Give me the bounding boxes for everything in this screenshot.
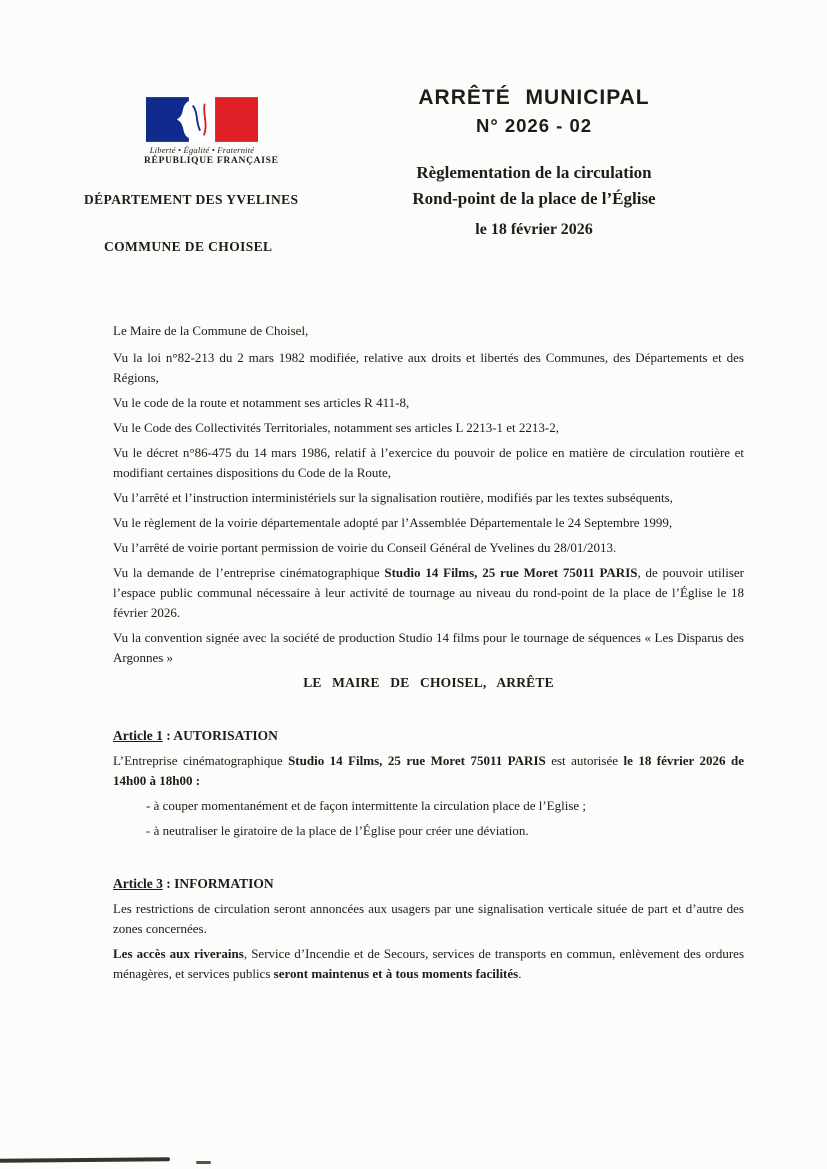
subject-line-1: Règlementation de la circulation [416, 163, 652, 182]
decree-heading: LE MAIRE DE CHOISEL, ARRÊTE [303, 675, 554, 690]
article-1-bullet-1: - à couper momentanément et de façon intermittente la circulation place de l’Eglise ; [146, 798, 587, 813]
scan-artifact-line [0, 1157, 170, 1163]
vu-paragraph-5: Vu l’arrêté et l’instruction interministériels sur la signalisation routière, modifiés par les textes subséquents, [113, 490, 673, 505]
subject-line-2: Rond-point de la place de l’Église [412, 189, 656, 208]
article-1 [113, 726, 744, 841]
document-subject [318, 160, 750, 212]
vu-paragraph-3: Vu le Code des Collectivités Territoriales, notamment ses articles L 2213-1 et 2213-2, [113, 420, 559, 435]
article-3-paragraph-2: Les accès aux riverains, Service d’Incendie et de Secours, services de transports en commun, enlèvement des ordures ménagères, et services publics seront maintenus et à tous moments facilités. [113, 946, 745, 981]
republic-motto: Liberté • Égalité • Fraternité [149, 145, 255, 155]
document-title: ARRÊTÉ MUNICIPAL [418, 86, 650, 109]
vu-paragraph-8: Vu la demande de l’entreprise cinématographique Studio 14 Films, 25 rue Moret 75011 PARIS, de pouvoir utiliser l’espace public communal nécessaire à leur activité de tournage au niveau du rond-point de la place de l’Église le 18 février 2026. [113, 565, 745, 620]
vu-paragraph-1: Vu la loi n°82-213 du 2 mars 1982 modifiée, relative aux droits et libertés des Communes, des Départements et des Régions, [113, 350, 744, 385]
republic-name: RÉPUBLIQUE FRANÇAISE [144, 156, 279, 166]
article-1-heading: Article 1 : AUTORISATION [113, 728, 278, 743]
vu-paragraph-6: Vu le règlement de la voirie départementale adopté par l’Assemblée Départementale le 24 Septembre 1999, [113, 515, 673, 530]
document-date: le 18 février 2026 [475, 221, 593, 238]
intro-line: Le Maire de la Commune de Choisel, [113, 323, 309, 338]
article-3 [113, 874, 744, 984]
document-number: N° 2026 - 02 [475, 115, 593, 136]
commune-label: COMMUNE DE CHOISEL [104, 239, 273, 254]
vu-paragraph-4: Vu le décret n°86-475 du 14 mars 1986, relatif à l’exercice du pouvoir de police en matière de circulation routière et modifiant certaines dispositions du Code de la Route, [113, 445, 744, 480]
french-flag-icon [146, 97, 258, 142]
article-1-bullet-2: - à neutraliser le giratoire de la place de l’Église pour créer une déviation. [146, 823, 529, 838]
vu-paragraph-7: Vu l’arrêté de voirie portant permission de voirie du Conseil Général de Yvelines du 28/01/2013. [113, 540, 617, 555]
department-label: DÉPARTEMENT DES YVELINES [84, 192, 299, 207]
republique-francaise-logo [144, 97, 279, 166]
document-body [113, 321, 744, 989]
title-block [318, 86, 750, 239]
article-3-paragraph-1: Les restrictions de circulation seront annoncées aux usagers par une signalisation verticale située de part et d’autre des zones concernées. [113, 901, 744, 936]
article-3-heading: Article 3 : INFORMATION [113, 876, 274, 891]
vu-paragraph-2: Vu le code de la route et notamment ses articles R 411-8, [113, 395, 410, 410]
scan-artifact-dot [196, 1161, 211, 1164]
vu-paragraph-9: Vu la convention signée avec la société de production Studio 14 films pour le tournage de séquences « Les Disparus des Argonnes » [113, 630, 744, 665]
article-1-paragraph: L’Entreprise cinématographique Studio 14 Films, 25 rue Moret 75011 PARIS est autorisée le 18 février 2026 de 14h00 à 18h00 : [113, 753, 744, 788]
